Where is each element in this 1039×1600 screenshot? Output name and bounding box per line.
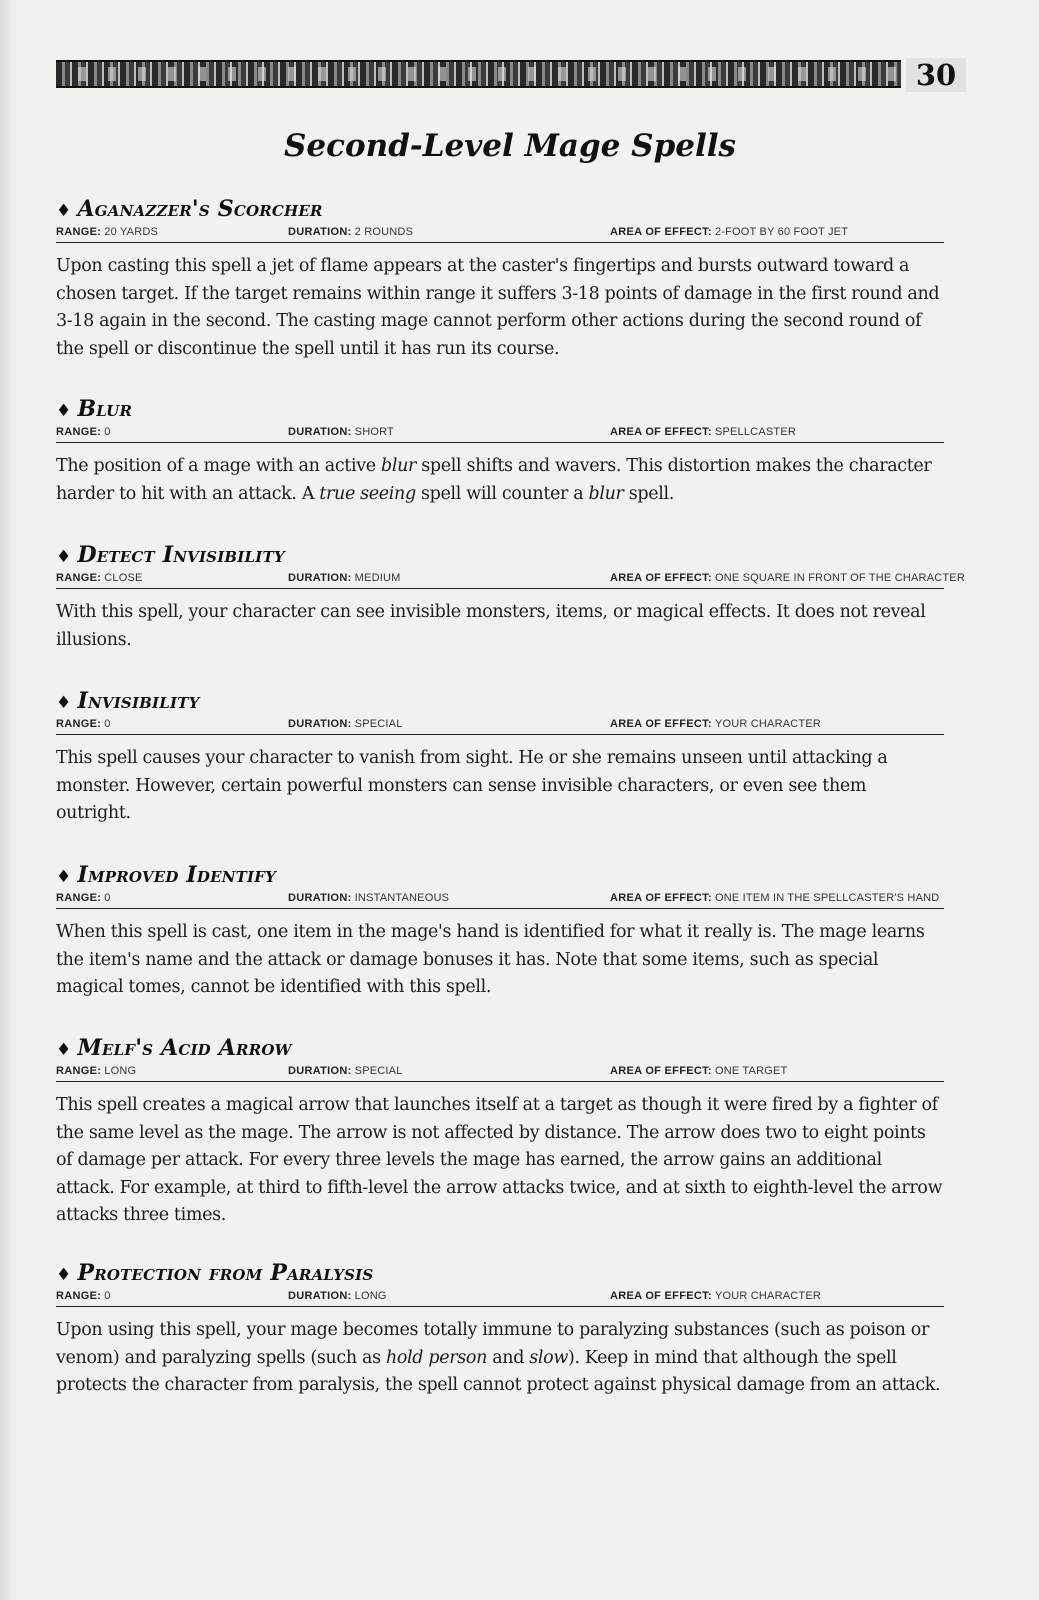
spell-duration: DURATION: MEDIUM <box>288 572 401 584</box>
page-title: Second-Level Mage Spells <box>284 128 736 164</box>
spell-range: RANGE: 20 YARDS <box>56 226 159 238</box>
spell-range: RANGE: 0 <box>56 426 111 438</box>
spell-entry <box>56 1260 944 1400</box>
spell-description: The position of a mage with an active blur spell shifts and wavers. This distortion makes the character harder to hit with an attack. A true seeing spell will counter a blur spell. <box>56 456 932 504</box>
spell-range: RANGE: 0 <box>56 718 111 730</box>
spell-name: ♦ Detect Invisibility <box>56 542 285 568</box>
spell-stats <box>56 223 944 243</box>
diamond-bullet-icon: ♦ <box>56 1265 72 1285</box>
spell-entry <box>56 396 944 508</box>
spell-entry <box>56 196 944 363</box>
spell-duration: DURATION: LONG <box>288 1290 387 1302</box>
diamond-bullet-icon: ♦ <box>56 867 72 887</box>
spell-name: ♦ Improved Identify <box>56 862 277 888</box>
spell-area-of-effect: AREA OF EFFECT: ONE TARGET <box>610 1065 788 1077</box>
spell-range: RANGE: CLOSE <box>56 572 143 584</box>
page-number: 30 <box>906 58 966 92</box>
spell-duration: DURATION: INSTANTANEOUS <box>288 892 450 904</box>
spell-name: ♦ Aganazzer's Scorcher <box>56 196 323 222</box>
page-edge-shadow <box>0 0 18 1600</box>
spell-area-of-effect: AREA OF EFFECT: ONE ITEM IN THE SPELLCASTER'S HAND <box>610 892 940 904</box>
diamond-bullet-icon: ♦ <box>56 693 72 713</box>
spell-name: ♦ Melf's Acid Arrow <box>56 1035 292 1061</box>
spell-stats <box>56 423 944 443</box>
spell-area-of-effect: AREA OF EFFECT: SPELLCASTER <box>610 426 797 438</box>
spell-range: RANGE: 0 <box>56 1290 111 1302</box>
spell-entry <box>56 688 944 828</box>
spell-stats <box>56 715 944 735</box>
spell-stats <box>56 569 965 589</box>
diamond-bullet-icon: ♦ <box>56 547 72 567</box>
spell-duration: DURATION: SHORT <box>288 426 394 438</box>
spell-entry <box>56 542 965 654</box>
decorative-header-band <box>56 60 901 88</box>
spell-area-of-effect: AREA OF EFFECT: 2-FOOT BY 60 FOOT JET <box>610 226 849 238</box>
spell-name: ♦ Invisibility <box>56 688 200 714</box>
spell-range: RANGE: LONG <box>56 1065 137 1077</box>
spell-stats <box>56 1062 944 1082</box>
spell-entry <box>56 862 944 1002</box>
diamond-bullet-icon: ♦ <box>56 1040 72 1060</box>
spell-duration: DURATION: SPECIAL <box>288 718 403 730</box>
spell-range: RANGE: 0 <box>56 892 111 904</box>
spell-name: ♦ Blur <box>56 396 133 422</box>
spell-area-of-effect: AREA OF EFFECT: YOUR CHARACTER <box>610 1290 822 1302</box>
spell-description: With this spell, your character can see invisible monsters, items, or magical effects. It does not reveal illusions. <box>56 602 926 650</box>
spell-description: This spell causes your character to vanish from sight. He or she remains unseen until attacking a monster. However, certain powerful monsters can sense invisible characters, or even see them outright. <box>56 748 888 823</box>
diamond-bullet-icon: ♦ <box>56 201 72 221</box>
spell-stats <box>56 1287 944 1307</box>
spell-description: This spell creates a magical arrow that launches itself at a target as though it were fired by a fighter of the same level as the mage. The arrow is not affected by distance. The arrow does two to eight points of damage per attack. For every three levels the mage has earned, the arrow gains an additional attack. For example, at third to fifth-level the arrow attacks twice, and at sixth to eighth-level the arrow attacks three times. <box>56 1095 943 1225</box>
spell-description: Upon using this spell, your mage becomes totally immune to paralyzing substances (such as poison or venom) and paralyzing spells (such as hold person and slow). Keep in mind that although the spell protects the character from paralysis, the spell cannot protect against physical damage from an attack. <box>56 1320 941 1395</box>
spell-duration: DURATION: SPECIAL <box>288 1065 403 1077</box>
spell-stats <box>56 889 944 909</box>
spell-area-of-effect: AREA OF EFFECT: ONE SQUARE IN FRONT OF THE CHARACTER <box>610 572 965 584</box>
spell-description: Upon casting this spell a jet of flame appears at the caster's fingertips and bursts outward toward a chosen target. If the target remains within range it suffers 3-18 points of damage in the first round and 3-18 again in the second. The casting mage cannot perform other actions during the second round of the spell or discontinue the spell until it has run its course. <box>56 256 940 359</box>
spell-duration: DURATION: 2 ROUNDS <box>288 226 414 238</box>
spell-description: When this spell is cast, one item in the mage's hand is identified for what it really is. The mage learns the item's name and the attack or damage bonuses it has. Note that some items, such as special magical tomes, cannot be identified with this spell. <box>56 922 925 997</box>
spell-entry <box>56 1035 944 1230</box>
spell-name: ♦ Protection from Paralysis <box>56 1260 374 1286</box>
spell-area-of-effect: AREA OF EFFECT: YOUR CHARACTER <box>610 718 822 730</box>
diamond-bullet-icon: ♦ <box>56 401 72 421</box>
